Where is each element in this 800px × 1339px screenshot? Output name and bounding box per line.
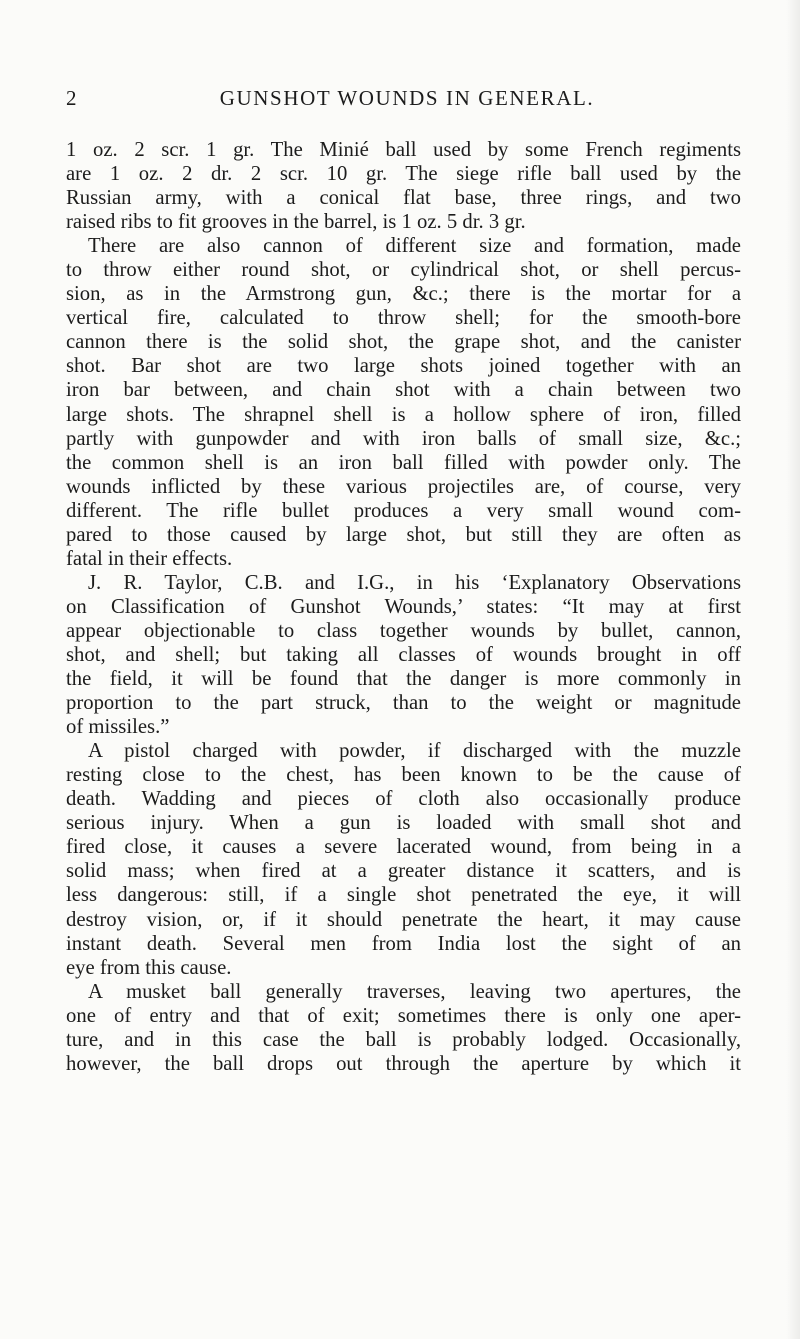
page-edge-shadow — [786, 0, 800, 1339]
text-line: serious injury. When a gun is loaded with small shot and — [66, 812, 741, 835]
paragraph-5 — [66, 980, 741, 1076]
text-line: however, the ball drops out through the aperture by which it — [66, 1052, 741, 1075]
text-line: J. R. Taylor, C.B. and I.G., in his ‘Explanatory Observations — [88, 571, 741, 594]
text-line: solid mass; when fired at a greater distance it scatters, and is — [66, 860, 741, 883]
text-line: shot. Bar shot are two large shots joined together with an — [66, 355, 741, 378]
page-header — [66, 86, 740, 120]
text-line: to throw either round shot, or cylindrical shot, or shell percus- — [66, 259, 741, 282]
text-line: raised ribs to fit grooves in the barrel, is 1 oz. 5 dr. 3 gr. — [66, 211, 526, 234]
text-line: A pistol charged with powder, if discharged with the muzzle — [88, 740, 741, 763]
paragraph-3 — [66, 571, 741, 739]
text-line: of missiles.” — [66, 716, 170, 739]
page-number: 2 — [66, 86, 78, 110]
text-line: large shots. The shrapnel shell is a hollow sphere of iron, filled — [66, 403, 741, 426]
text-line: fired close, it causes a severe lacerated wound, from being in a — [66, 836, 741, 859]
text-line: the field, it will be found that the danger is more commonly in — [66, 668, 741, 691]
text-line: wounds inflicted by these various projectiles are, of course, very — [66, 475, 741, 498]
paragraph-1 — [66, 138, 741, 234]
text-line: death. Wadding and pieces of cloth also occasionally produce — [66, 788, 741, 811]
text-line: eye from this cause. — [66, 956, 232, 979]
text-line: sion, as in the Armstrong gun, &c.; there is the mortar for a — [66, 283, 741, 306]
text-line: one of entry and that of exit; sometimes there is only one aper- — [66, 1004, 741, 1027]
text-line: Russian army, with a conical flat base, three rings, and two — [66, 187, 741, 210]
text-line: different. The rifle bullet produces a very small wound com- — [66, 499, 741, 522]
text-line: shot, and shell; but taking all classes of wounds brought in off — [66, 643, 741, 666]
text-line: 1 oz. 2 scr. 1 gr. The Minié ball used by some French regiments — [66, 139, 741, 161]
text-line: iron bar between, and chain shot with a chain between two — [66, 379, 741, 402]
text-line: A musket ball generally traverses, leaving two apertures, the — [88, 980, 741, 1003]
text-line: less dangerous: still, if a single shot penetrated the eye, it will — [66, 884, 741, 907]
text-line: instant death. Several men from India lost the sight of an — [66, 932, 741, 955]
text-line: There are also cannon of different size and formation, made — [88, 235, 741, 258]
text-line: the common shell is an iron ball filled with powder only. The — [66, 451, 741, 474]
text-line: on Classification of Gunshot Wounds,’ states: “It may at first — [66, 595, 741, 618]
text-line: ture, and in this case the ball is probably lodged. Occasionally, — [66, 1028, 741, 1051]
text-line: fatal in their effects. — [66, 547, 233, 570]
text-line: resting close to the chest, has been known to be the cause of — [66, 764, 741, 787]
text-line: destroy vision, or, if it should penetrate the heart, it may cause — [66, 908, 741, 931]
paragraph-2 — [66, 234, 741, 571]
text-line: appear objectionable to class together wounds by bullet, cannon, — [66, 619, 741, 642]
text-line: vertical fire, calculated to throw shell; for the smooth-bore — [66, 307, 741, 330]
body-text — [66, 138, 741, 1076]
running-title: GUNSHOT WOUNDS IN GENERAL. — [219, 86, 595, 110]
text-line: pared to those caused by large shot, but still they are often as — [66, 523, 741, 546]
text-line: are 1 oz. 2 dr. 2 scr. 10 gr. The siege rifle ball used by the — [66, 163, 741, 186]
text-line: cannon there is the solid shot, the grape shot, and the canister — [66, 331, 741, 354]
text-line: partly with gunpowder and with iron balls of small size, &c.; — [66, 427, 741, 450]
paragraph-4 — [66, 739, 741, 979]
text-line: proportion to the part struck, than to the weight or magnitude — [66, 692, 741, 715]
